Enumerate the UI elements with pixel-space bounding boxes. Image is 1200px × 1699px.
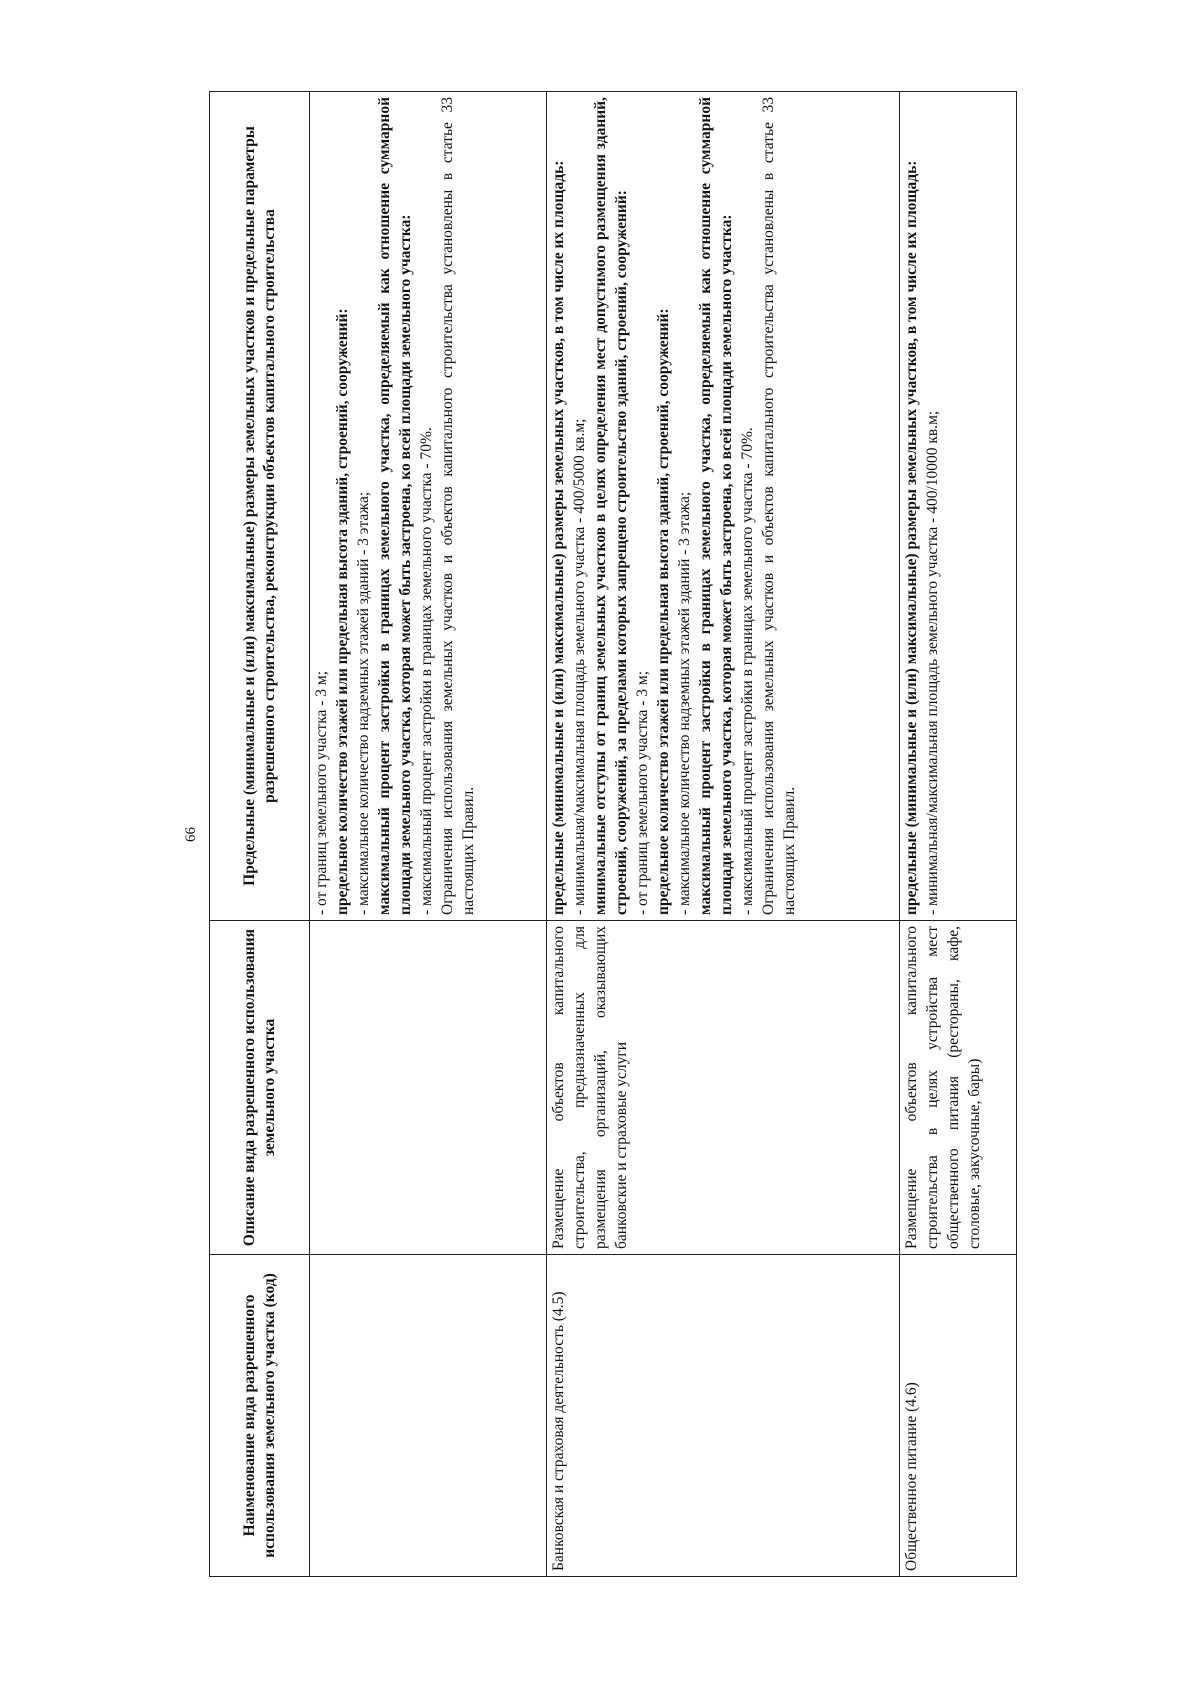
page-number: 66 bbox=[183, 827, 199, 842]
param-line: предельное количество этажей или предельная высота зданий, строений, сооружений: bbox=[655, 308, 672, 915]
param-line: - максимальное количество надземных этажей зданий - 3 этажа; bbox=[676, 491, 693, 915]
parameters-cell bbox=[900, 92, 1017, 921]
param-line: - от границ земельного участка - 3 м; bbox=[313, 670, 330, 915]
param-line: минимальные отступы от границ земельных участков в целях определения мест допустимого размещения зданий, строений, сооружений, за пределами которых запрещено строительство зданий, строений, сооружений: bbox=[592, 97, 630, 915]
table-row bbox=[310, 92, 547, 1577]
table-header-row bbox=[210, 92, 310, 1577]
header-use-name: Наименование вида разрешенного использования земельного участка (код) bbox=[210, 1255, 310, 1577]
parameters-cell bbox=[547, 92, 900, 921]
param-line: максимальный процент застройки в границах земельного участка, определяемый как отношение суммарной площади земельного участка, которая может быть застроена, ко всей площади земельного участка: bbox=[376, 97, 414, 915]
param-line: - максимальный процент застройки в границах земельного участка - 70%. bbox=[739, 427, 756, 915]
param-line: - минимальная/максимальная площадь земельного участка - 400/5000 кв.м; bbox=[571, 418, 588, 915]
param-line: - максимальный процент застройки в границах земельного участка - 70%. bbox=[418, 427, 435, 915]
use-name-cell: Банковская и страховая деятельность (4.5) bbox=[547, 1255, 900, 1577]
param-line: предельное количество этажей или предельная высота зданий, строений, сооружений: bbox=[334, 308, 351, 915]
table-row bbox=[900, 92, 1017, 1577]
param-line: Ограничения использования земельных участков и объектов капитального строительства установлены в статье 33 настоящих Правил. bbox=[760, 97, 798, 915]
param-line: Ограничения использования земельных участков и объектов капитального строительства установлены в статье 33 настоящих Правил. bbox=[439, 97, 477, 915]
param-line: предельные (минимальные и (или) максимальные) размеры земельных участков, в том числе их площадь: bbox=[903, 160, 920, 915]
header-use-description: Описание вида разрешенного использования земельного участка bbox=[210, 921, 310, 1255]
param-line: предельные (минимальные и (или) максимальные) размеры земельных участков, в том числе их площадь: bbox=[550, 160, 567, 915]
param-line: максимальный процент застройки в границах земельного участка, определяемый как отношение суммарной площади земельного участка, которая может быть застроена, ко всей площади земельного участка: bbox=[697, 97, 735, 915]
param-line: - от границ земельного участка - 3 м; bbox=[634, 670, 651, 915]
rotated-page bbox=[181, 92, 1016, 1577]
use-name-cell bbox=[310, 1255, 547, 1577]
param-line: - максимальное количество надземных этажей зданий - 3 этажа; bbox=[355, 491, 372, 915]
land-use-table bbox=[209, 91, 1017, 1577]
parameters-cell bbox=[310, 92, 547, 921]
use-description-cell bbox=[310, 921, 547, 1255]
use-description-cell: Размещение объектов капитального строительства в целях устройства мест общественного питания (рестораны, кафе, столовые, закусочные, бары) bbox=[900, 921, 1017, 1255]
header-parameters: Предельные (минимальные и (или) максимальные) размеры земельных участков и предельные параметры разрешенного строительства, реконструкции объектов капитального строительства bbox=[210, 92, 310, 921]
use-name-cell: Общественное питание (4.6) bbox=[900, 1255, 1017, 1577]
table-row bbox=[547, 92, 900, 1577]
use-description-cell: Размещение объектов капитального строительства, предназначенных для размещения организаций, оказывающих банковские и страховые услуги bbox=[547, 921, 900, 1255]
param-line: - минимальная/максимальная площадь земельного участка - 400/10000 кв.м; bbox=[924, 410, 941, 915]
